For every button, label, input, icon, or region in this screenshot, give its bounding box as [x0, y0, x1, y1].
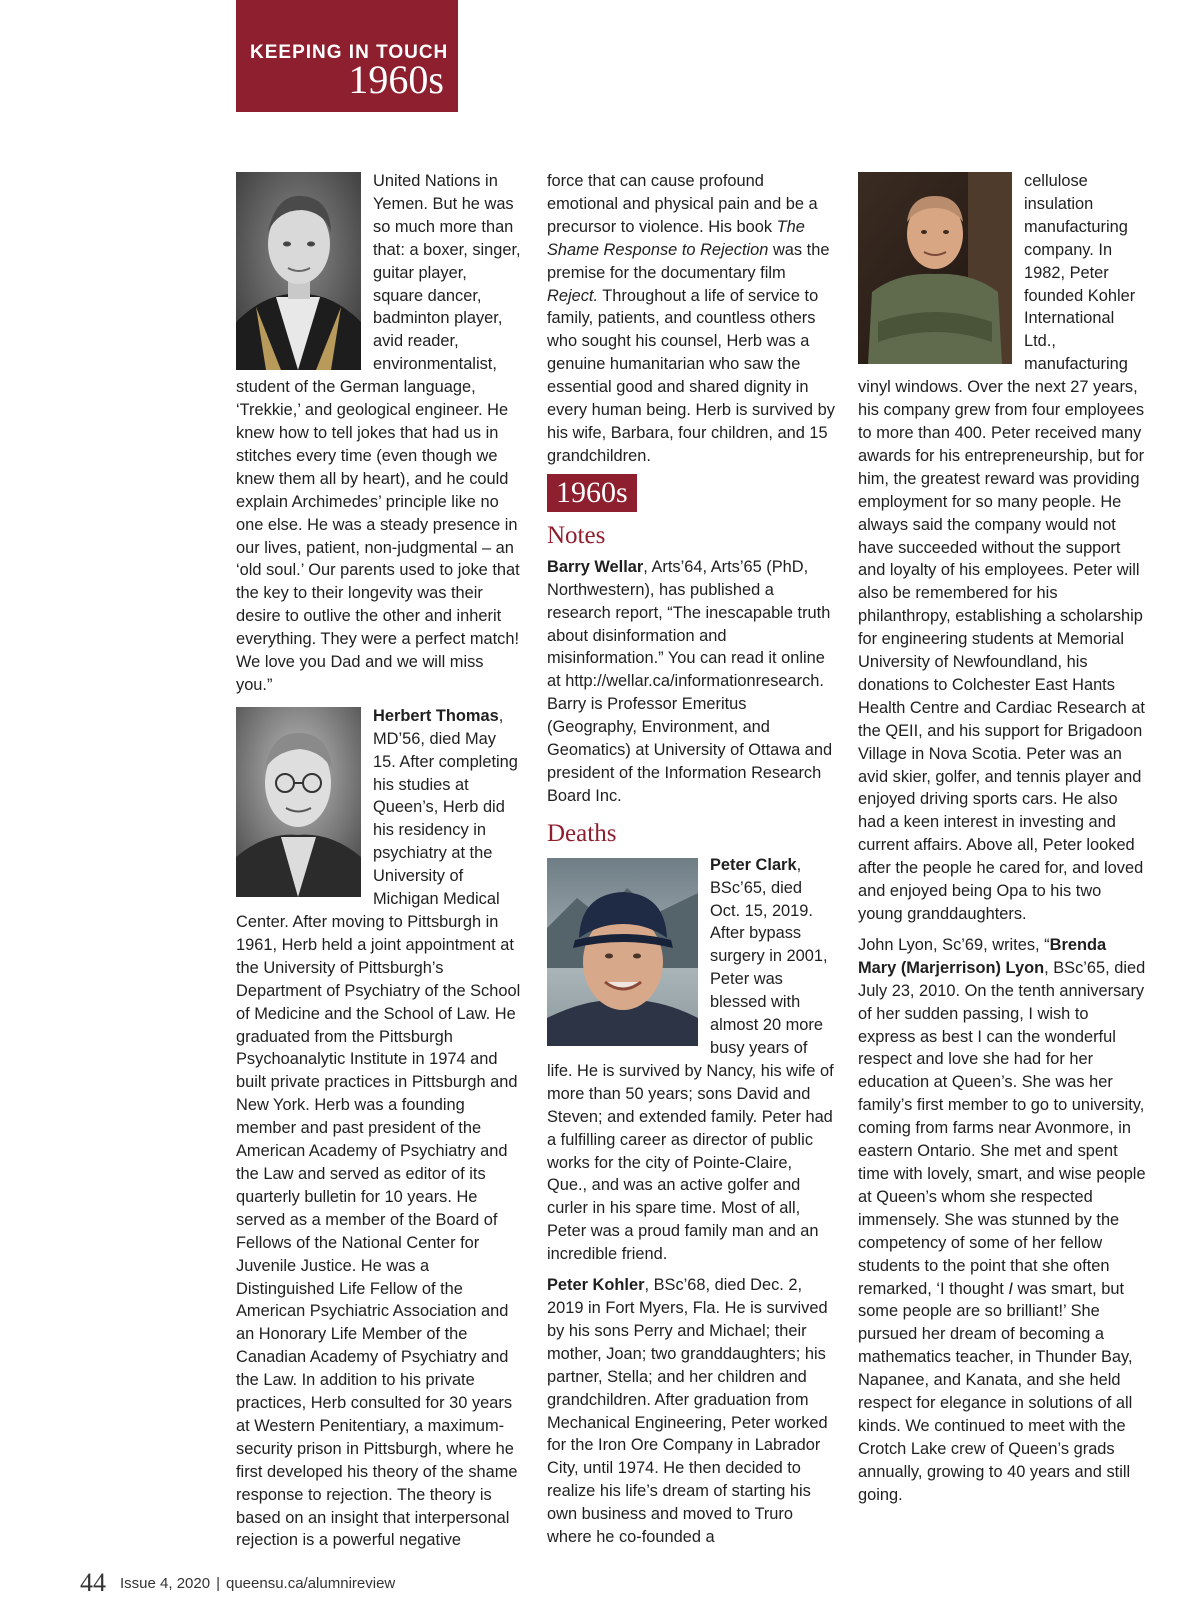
section-decade: 1960s	[348, 57, 444, 102]
column-1	[236, 170, 521, 1552]
issue-label: Issue 4, 2020	[120, 1575, 211, 1592]
obituary-herbert-thomas: Herbert Thomas, MD’56, died May 15. After completing his studies at Queen’s, Herb did his residency in psychiatry at the University of Michigan Medical Center. After moving to Pittsburgh in 1961, Herb held a joint appointment at the University of Pittsburgh’s Department of Psychiatry of the School of Medicine and the School of Law. He graduated from the Pittsburgh Psychoanalytic Institute in 1974 and built private practices in Pittsburgh and New York. Herb was a founding member and past president of the American Academy of Psychiatry and the Law and served as editor of its quarterly bulletin for 10 years. He served as a member of the Board of Fellows of the National Center for Juvenile Justice. He was a Distinguished Life Fellow of the American Psychiatric Association and an Honorary Life Member of the Canadian Academy of Psychiatry and the Law. In addition to his private practices, Herb consulted for 30 years at Western Penitentiary, a maximum-security prison in Pittsburgh, where he first developed his theory of the shame response to rejection. The theory is based on an insight that interpersonal rejection is a powerful negative	[236, 706, 521, 1550]
obituary-brenda-lyon: John Lyon, Sc’69, writes, “Brenda Mary (Marjerrison) Lyon, BSc’65, died July 23, 2010. On the tenth anniversary of her sudden passing, I wish to express as best I can the wonderful respect and love she had for her education at Queen’s. She was her family’s first member to go to university, coming from farms near Avonmore, in eastern Ontario. She met and spent time with lovely, smart, and wise people at Queen’s whom she respected immensely. She was stunned by the competency of some of her fellow students to the point that she often remarked, ‘I thought I was smart, but some people are so brilliant!’ She pursued her dream of becoming a mathematics teacher, in Thunder Bay, Napanee, and Kanata, and she held respect for elegance in solutions of all kinds. We continued to meet with the Crotch Lake crew of Queen’s grads annually, growing to 40 years and still going.	[858, 935, 1146, 1504]
obituary-peter-clark: Peter Clark, BSc’65, died Oct. 15, 2019. After bypass surgery in 2001, Peter was blessed with almost 20 more busy years of life. He is survived by Nancy, his wife of more than 50 years; sons David and Steven; and extended family. Peter had a fulfilling career as director of public works for the city of Pointe-Claire, Que., and was an active golfer and curler in his spare time. Most of all, Peter was a proud family man and an incredible friend.	[547, 855, 834, 1264]
decade-badge: 1960s	[547, 474, 637, 512]
magazine-url[interactable]: queensu.ca/alumnireview	[225, 1575, 396, 1592]
note-barry-wellar: Barry Wellar, Arts’64, Arts’65 (PhD, Northwestern), has published a research report, “The inescapable truth about disinformation and misinformation.” You can read it online at http://wellar.ca/informationresearch. Barry is Professor Emeritus (Geography, Environment, and Geomatics) at University of Ottawa and president of the Information Research Board Inc.	[547, 557, 833, 805]
notes-heading: Notes	[547, 521, 606, 549]
footer-separator: |	[216, 1575, 220, 1592]
section-kicker: KEEPING IN TOUCH	[250, 42, 449, 63]
section-header	[236, 0, 458, 112]
column-3	[858, 170, 1148, 1507]
deaths-heading: Deaths	[547, 819, 617, 847]
obituary-peter-kohler: Peter Kohler, BSc’68, died Dec. 2, 2019 in Fort Myers, Fla. He is survived by his sons Perry and Michael; their mother, Joan; two granddaughters; his partner, Stella; and her children and grandchildren. After graduation from Mechanical Engineering, Peter worked for the Iron Ore Company in Labrador City, until 1974. He then decided to realize his life’s dream of starting his own business and moved to Truro where he co-founded a	[547, 1276, 828, 1547]
portrait-photo-herbert-thomas	[236, 707, 361, 897]
obituary-herbert-thomas-continued: force that can cause profound emotional and physical pain and be a precursor to violence. His book The Shame Response to Rejection was the premise for the documentary film Reject. Throughout a life of service to family, patients, and countless others who sought his counsel, Herb was a genuine humanitarian who saw the essential good and shared dignity in every human being. Herb is survived by his wife, Barbara, four children, and 15 grandchildren.	[547, 172, 835, 465]
page-footer	[80, 1568, 395, 1598]
page-number: 44	[80, 1568, 106, 1597]
portrait-photo-peter-clark	[547, 858, 698, 1046]
portrait-photo-peter-kohler	[858, 172, 1012, 364]
obituary-peter-kohler-continued: cellulose insulation manufacturing company. In 1982, Peter founded Kohler International Ltd., manufacturing vinyl windows. Over the next 27 years, his company grew from four employees to more than 400. Peter received many awards for his entrepreneurship, but for him, the greatest reward was providing employment for so many people. He always said the company would not have succeeded without the support and loyalty of his employees. Peter will also be remembered for his philanthropy, establishing a scholarship for engineering students at Memorial University of Newfoundland, his donations to Colchester East Hants Health Centre and Cardiac Research at the QEII, and his support for Brigadoon Village in Nova Scotia. Peter was an avid skier, golfer, and tennis player and enjoyed driving sports cars. He also had a keen interest in investing and current affairs. Above all, Peter looked after the people he cared for, and loved and enjoyed being Opa to his two young granddaughters.	[858, 172, 1145, 923]
column-2	[547, 170, 835, 1549]
tribute-text: United Nations in Yemen. But he was so much more than that: a boxer, singer, guitar player, square dancer, badminton player, avid reader, environmentalist, student of the German language, ‘Trekkie,’ and geological engineer. He knew how to tell jokes that had us in stitches every time (even though we knew them all by heart), and he could explain Archimedes’ principle like no one else. He was a steady presence in our lives, patient, non-judgmental – an ‘old soul.’ Our parents used to joke that the key to their longevity was their desire to outlive the other and inherit everything. They were a perfect match! We love you Dad and we will miss you.”	[236, 172, 521, 694]
portrait-photo-grad	[236, 172, 361, 370]
